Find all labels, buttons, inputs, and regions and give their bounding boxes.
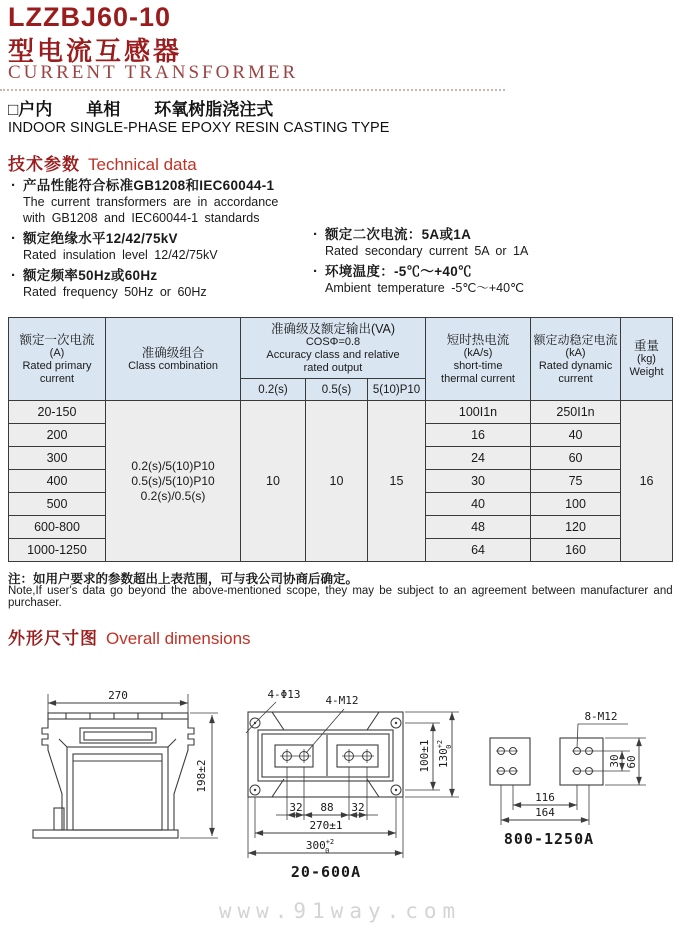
note-en: Note,If user's data go beyond the above-mentioned scope, they may be subject to an agreement between manufacturer and purchaser. bbox=[8, 585, 673, 609]
dimensions-heading-cn: 外形尺寸图 bbox=[8, 629, 98, 648]
table-row: 300 24 60 bbox=[9, 447, 673, 470]
col-header-dynamic-current: 额定动稳定电流 (kA) Rated dynamic current bbox=[531, 318, 621, 401]
table-row: 1000-1250 64 160 bbox=[9, 539, 673, 562]
table-row: 200 16 40 bbox=[9, 424, 673, 447]
dim-label-60: 60 bbox=[625, 755, 638, 769]
col-header-primary-current: 额定一次电流 (A) Rated primary current bbox=[9, 318, 106, 401]
model-number: LZZBJ60-10 bbox=[8, 2, 172, 32]
accuracy-p10-cell: 15 bbox=[368, 401, 426, 562]
col-header-thermal-current: 短时热电流 (kA/s) short-time thermal current bbox=[426, 318, 531, 401]
dimensions-heading-en: Overall dimensions bbox=[106, 629, 251, 648]
dim-label-270: 270±1 bbox=[309, 819, 343, 832]
list-item: · 额定绝缘水平12/42/75kV Rated insulation level 12/42/75kV bbox=[10, 231, 302, 263]
tech-data-heading bbox=[8, 150, 197, 175]
tech-spec-right-column bbox=[312, 178, 528, 305]
table-row: 500 40 100 bbox=[9, 493, 673, 516]
dim-label-width: 270 bbox=[108, 689, 128, 702]
page-title-en: CURRENT TRANSFORMER bbox=[8, 62, 299, 83]
tech-data-heading-cn: 技术参数 bbox=[8, 155, 80, 174]
bolts-callout-label: 4-M12 bbox=[325, 694, 359, 707]
dim-label-32b: 32 bbox=[351, 801, 365, 814]
accuracy-05-cell: 10 bbox=[306, 401, 368, 562]
dimensions-heading bbox=[8, 624, 251, 649]
mounting-view-drawing bbox=[246, 688, 459, 881]
table-row: 400 30 75 bbox=[9, 470, 673, 493]
table-row: 600-800 48 120 bbox=[9, 516, 673, 539]
tech-spec-list bbox=[10, 178, 672, 305]
table-row: 20-150 0.2(s)/5(10)P10 0.5(s)/5(10)P10 0.2(s)/0.5(s) 10 10 15 100I1n 250I1n 16 bbox=[9, 401, 673, 424]
terminal-view-drawing bbox=[490, 710, 646, 848]
dim-label-88: 88 bbox=[320, 801, 334, 814]
weight-cell: 16 bbox=[621, 401, 673, 562]
table-header-row bbox=[9, 318, 673, 379]
subcol-05s: 0.5(s) bbox=[306, 379, 368, 401]
subcol-02s: 0.2(s) bbox=[241, 379, 306, 401]
col-header-weight: 重量 (kg) Weight bbox=[621, 318, 673, 401]
col-header-accuracy-output: 准确级及额定输出(VA) COSΦ=0.8 Accuracy class and relative rated output bbox=[241, 318, 426, 379]
dim-label-116: 116 bbox=[535, 791, 555, 804]
list-item: · 额定二次电流：5A或1A Rated secondary current 5A or 1A bbox=[312, 227, 528, 259]
dim-label-100: 100±1 bbox=[418, 739, 431, 773]
col-header-class-combination: 准确级组合 Class combination bbox=[106, 318, 241, 401]
watermark: www.91way.com bbox=[218, 899, 462, 923]
dim-label-32a: 32 bbox=[289, 801, 303, 814]
dotted-divider bbox=[0, 89, 505, 91]
dimension-drawings bbox=[0, 658, 680, 908]
range-label-800-1250: 800-1250A bbox=[503, 830, 595, 848]
range-label-20-600: 20-600A bbox=[290, 863, 362, 881]
tech-data-heading-en: Technical data bbox=[88, 155, 197, 174]
subcol-5p10: 5(10)P10 bbox=[368, 379, 426, 401]
accuracy-02-cell: 10 bbox=[241, 401, 306, 562]
product-type-cn: □户内 单相 环氧树脂浇注式 bbox=[8, 100, 274, 119]
side-view-drawing bbox=[33, 689, 218, 838]
technical-data-table bbox=[8, 317, 673, 562]
dim-label-height: 198±2 bbox=[195, 759, 208, 793]
page-title-cn: 型电流互感器 bbox=[8, 36, 183, 66]
bolts-callout-label-8m12: 8-M12 bbox=[584, 710, 618, 723]
dim-label-300: $300^{+2}$ 0 bbox=[305, 838, 335, 855]
list-item: · 额定频率50Hz或60Hz Rated frequency 50Hz or 60Hz bbox=[10, 268, 302, 300]
note-cn: 注：如用户要求的参数超出上表范围，可与我公司协商后确定。 bbox=[8, 572, 359, 586]
dim-label-130: $130^{+2}0$ bbox=[436, 739, 453, 769]
dim-label-30: 30 bbox=[608, 754, 621, 768]
list-item: · 产品性能符合标准GB1208和IEC60044-1 The current transformers are in accordance with GB1208 and IEC60044-1 standards bbox=[10, 178, 302, 226]
tech-spec-left-column bbox=[10, 178, 302, 305]
product-type-en: INDOOR SINGLE-PHASE EPOXY RESIN CASTING TYPE bbox=[8, 120, 390, 136]
class-combination-cell: 0.2(s)/5(10)P10 0.5(s)/5(10)P10 0.2(s)/0.5(s) bbox=[106, 401, 241, 562]
holes-callout-label: 4-Φ13 bbox=[267, 688, 301, 701]
dim-label-164: 164 bbox=[535, 806, 555, 819]
list-item: · 环境温度：-5℃～+40℃ Ambient temperature -5℃～+40℃ bbox=[312, 264, 528, 296]
